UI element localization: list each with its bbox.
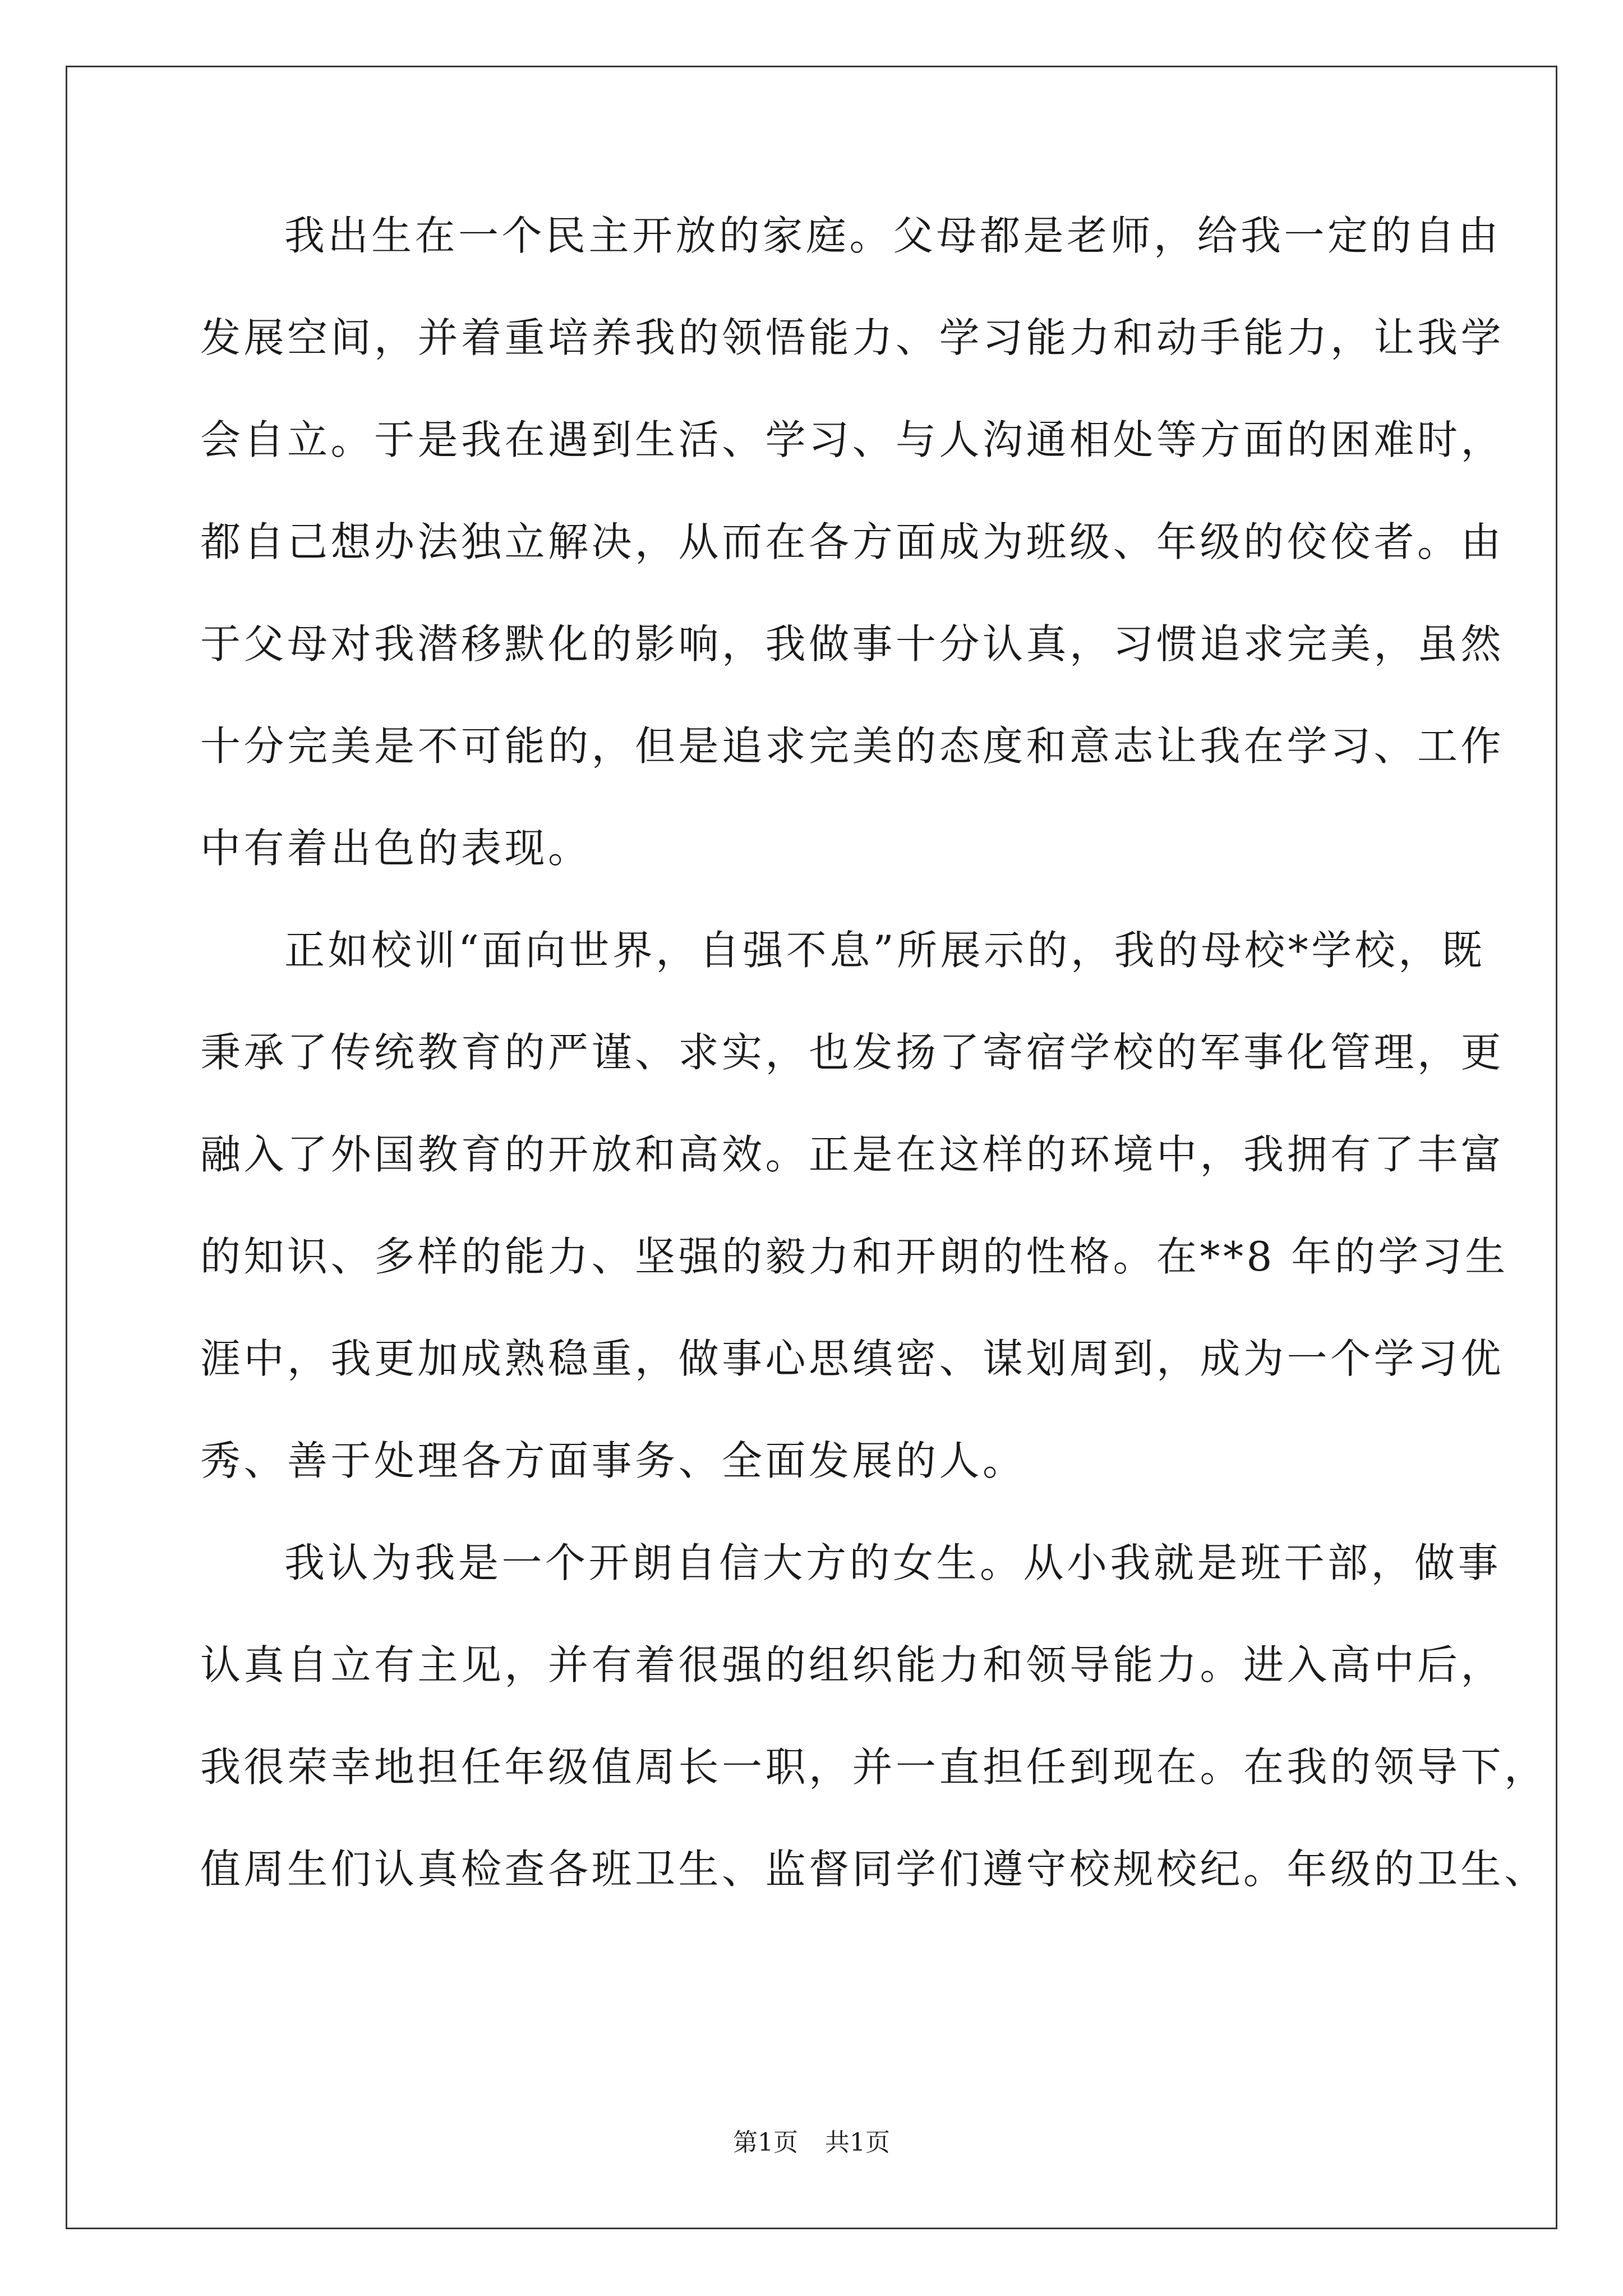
page-total: 共1页 <box>825 2128 890 2157</box>
page-number: 第1页 <box>733 2128 798 2157</box>
paragraph-2-line-6: 秀、善于处理各方面事务、全面发展的人。 <box>200 1437 1026 1484</box>
paragraph-3-line-1: 我认为我是一个开朗自信大方的女生。从小我就是班干部，做事 <box>284 1539 1502 1586</box>
paragraph-3-line-2: 认真自立有主见，并有着很强的组织能力和领导能力。进入高中后， <box>200 1641 1505 1688</box>
paragraph-1-line-1: 我出生在一个民主开放的家庭。父母都是老师，给我一定的自由 <box>284 212 1502 259</box>
paragraph-2-line-4: 的知识、多样的能力、坚强的毅力和开朗的性格。在**8 年的学习生 <box>200 1233 1509 1280</box>
paragraph-2-line-5: 涯中，我更加成熟稳重，做事心思缜密、谋划周到，成为一个学习优 <box>200 1335 1505 1382</box>
paragraph-1-line-5: 于父母对我潜移默化的影响，我做事十分认真，习惯追求完美，虽然 <box>200 620 1505 668</box>
paragraph-1-line-4: 都自己想办法独立解决，从而在各方面成为班级、年级的佼佼者。由 <box>200 518 1505 565</box>
paragraph-1-line-6: 十分完美是不可能的，但是追求完美的态度和意志让我在学习、工作 <box>200 723 1505 770</box>
paragraph-1-line-2: 发展空间，并着重培养我的领悟能力、学习能力和动手能力，让我学 <box>200 314 1505 361</box>
page-footer <box>0 2127 1623 2159</box>
paragraph-2-line-1: 正如校训“面向世界，自强不息”所展示的，我的母校*学校，既 <box>284 927 1486 974</box>
paragraph-1-line-3: 会自立。于是我在遇到生活、学习、与人沟通相处等方面的困难时， <box>200 416 1505 463</box>
paragraph-3-line-3: 我很荣幸地担任年级值周长一职，并一直担任到现在。在我的领导下， <box>200 1743 1548 1791</box>
paragraph-2-line-2: 秉承了传统教育的严谨、求实，也发扬了寄宿学校的军事化管理，更 <box>200 1029 1505 1076</box>
paragraph-2-line-3: 融入了外国教育的开放和高效。正是在这样的环境中，我拥有了丰富 <box>200 1131 1505 1178</box>
paragraph-3-line-4: 值周生们认真检查各班卫生、监督同学们遵守校规校纪。年级的卫生、 <box>200 1846 1548 1893</box>
paragraph-1-line-7: 中有着出色的表现。 <box>200 825 592 872</box>
